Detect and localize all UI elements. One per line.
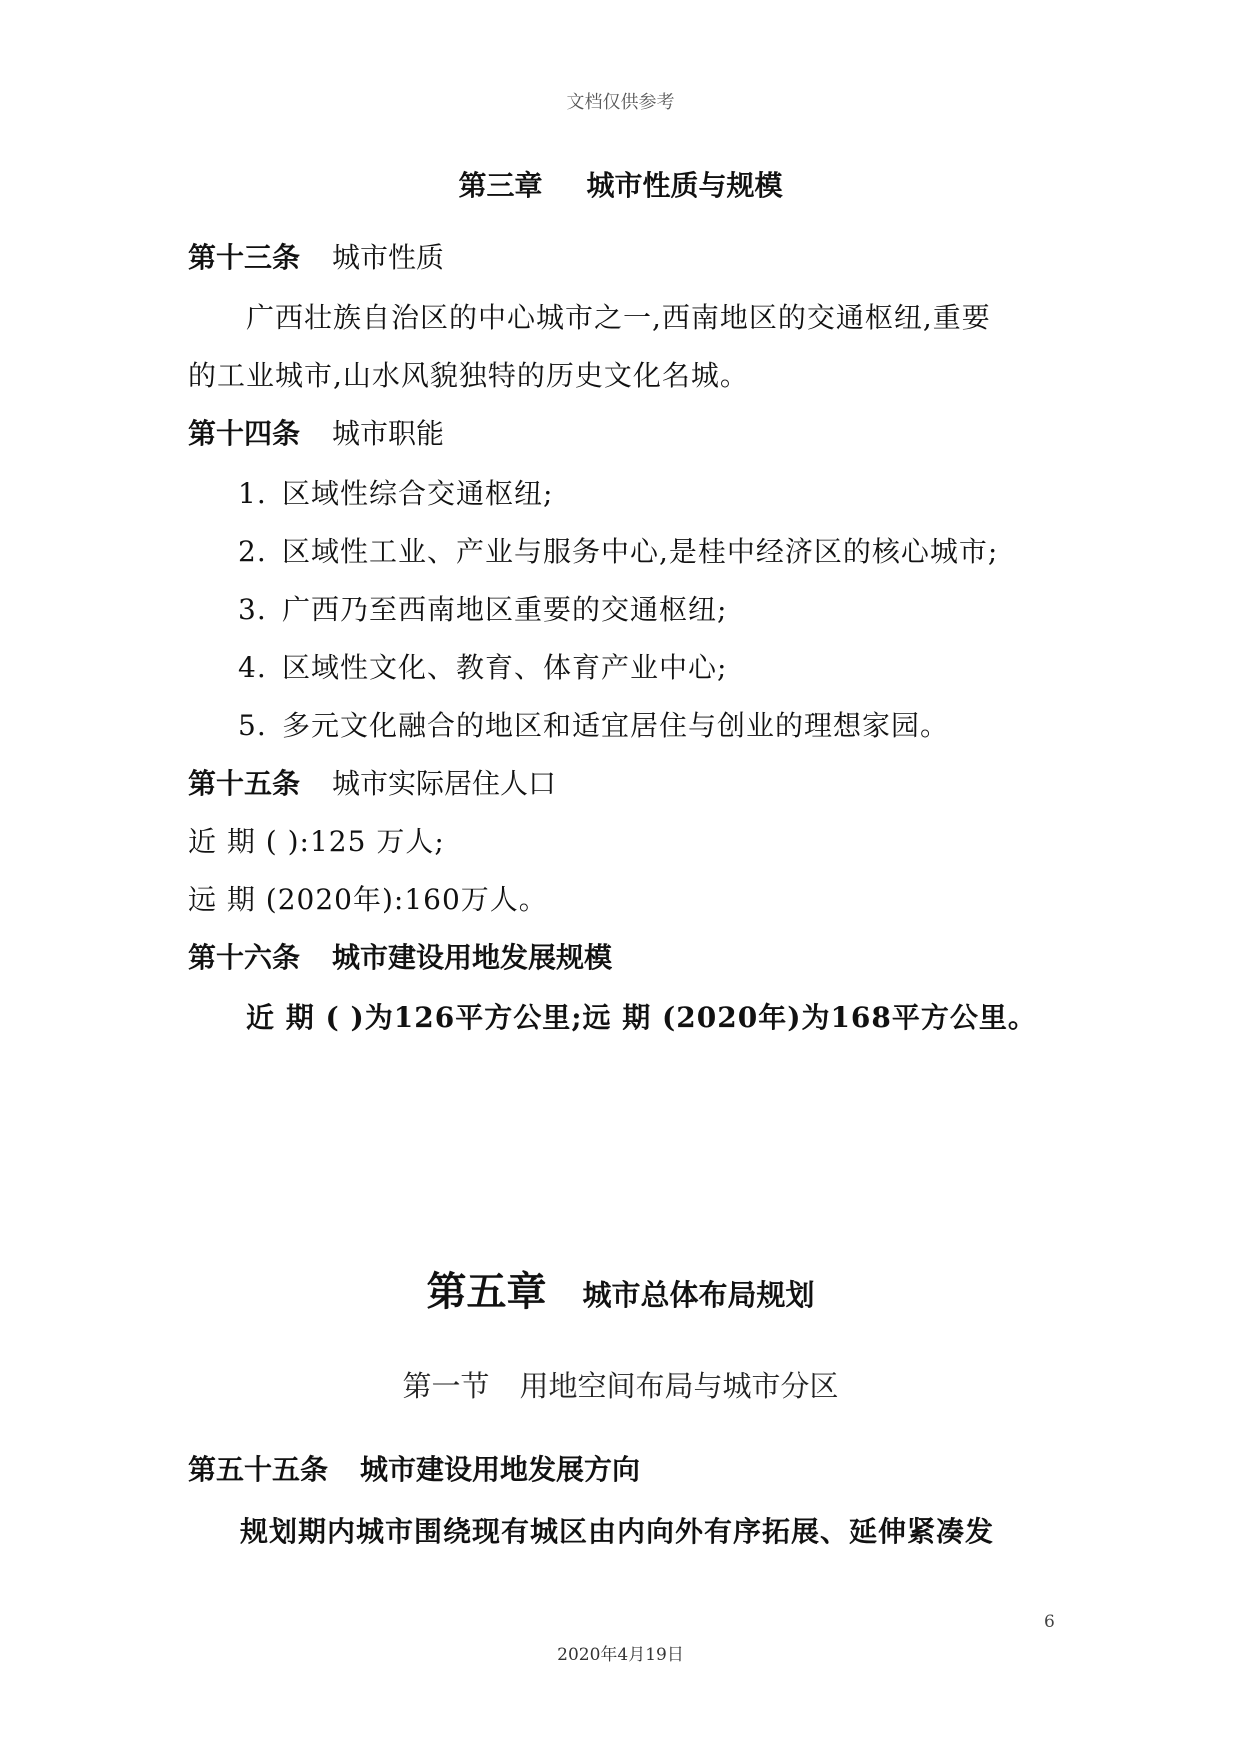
function-text: 区域性工业、产业与服务中心,是桂中经济区的核心城市;	[282, 535, 999, 568]
chapter-5-label: 第五章	[426, 1268, 547, 1315]
function-item-5	[238, 704, 949, 744]
function-index: 4.	[238, 651, 267, 684]
function-item-1	[238, 472, 553, 512]
article-16-title: 城市建设用地发展规模	[332, 941, 613, 974]
chapter-5-heading	[0, 1260, 1241, 1317]
article-13-body-line2: 的工业城市,山水风貌独特的历史文化名城。	[188, 359, 749, 392]
function-index: 5.	[238, 709, 267, 742]
article-14-title: 城市职能	[332, 417, 445, 450]
page-number: 6	[1044, 1612, 1055, 1632]
article-14-number: 第十四条	[188, 417, 301, 450]
article-13-heading	[188, 236, 444, 276]
article-16-heading	[188, 936, 612, 976]
article-16-body: 近 期 ( )为126平方公里;远 期 (2020年)为168平方公里。	[246, 1001, 1037, 1034]
chapter-5-title: 城市总体布局规划	[582, 1278, 815, 1312]
article-13-body-line1: 广西壮族自治区的中心城市之一,西南地区的交通枢纽,重要	[246, 301, 991, 334]
function-index: 1.	[238, 477, 267, 510]
article-55-number: 第五十五条	[188, 1453, 329, 1486]
section-1-heading	[0, 1364, 1241, 1405]
page-footer-date: 2020年4月19日	[557, 1645, 684, 1665]
section-1-label: 第一节	[402, 1369, 490, 1403]
page-header: 文档仅供参考	[566, 92, 675, 113]
chapter-3-heading	[0, 164, 1241, 204]
chapter-3-title: 城市性质与规模	[586, 169, 783, 202]
chapter-3-label: 第三章	[458, 169, 543, 202]
article-55-title: 城市建设用地发展方向	[360, 1453, 641, 1486]
article-15-title: 城市实际居住人口	[332, 767, 557, 800]
section-1-title: 用地空间布局与城市分区	[519, 1369, 839, 1403]
function-item-3	[238, 588, 727, 628]
function-text: 多元文化融合的地区和适宜居住与创业的理想家园。	[282, 709, 950, 742]
function-index: 2.	[238, 535, 267, 568]
function-item-4	[238, 646, 727, 686]
article-14-heading	[188, 412, 444, 452]
function-item-2	[238, 530, 998, 570]
function-text: 区域性文化、教育、体育产业中心;	[282, 651, 728, 684]
population-long-term: 远 期 (2020年):160万人。	[188, 883, 548, 916]
function-text: 区域性综合交通枢纽;	[282, 477, 554, 510]
article-15-number: 第十五条	[188, 767, 301, 800]
article-55-heading	[188, 1448, 640, 1488]
population-near-term: 近 期 ( ):125 万人;	[188, 825, 445, 858]
article-15-heading	[188, 762, 556, 802]
article-16-number: 第十六条	[188, 941, 301, 974]
article-13-title: 城市性质	[332, 241, 445, 274]
article-13-number: 第十三条	[188, 241, 301, 274]
article-55-body: 规划期内城市围绕现有城区由内向外有序拓展、延伸紧凑发	[240, 1515, 995, 1548]
function-text: 广西乃至西南地区重要的交通枢纽;	[282, 593, 728, 626]
function-index: 3.	[238, 593, 267, 626]
